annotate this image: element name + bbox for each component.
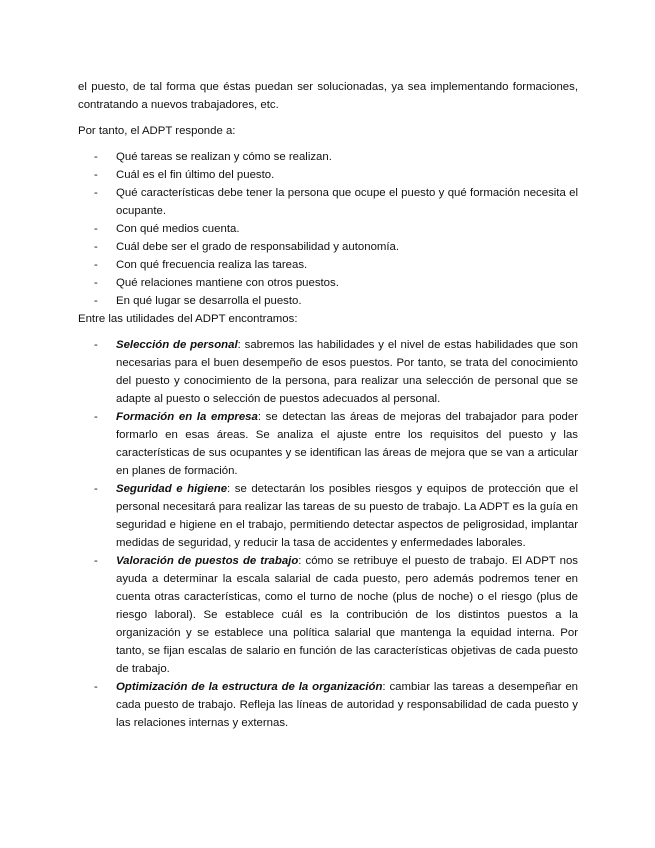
list-bullet: -: [94, 187, 98, 199]
list-item: [78, 220, 578, 238]
list-item: [78, 292, 578, 310]
list-bullet: -: [94, 681, 98, 693]
list-item-text: Qué tareas se realizan y cómo se realizan.: [116, 151, 332, 163]
intro-paragraph: el puesto, de tal forma que éstas puedan ser solucionadas, ya sea implementando formaciones, contratando a nuevos trabajadores, etc.: [78, 81, 578, 111]
list-bullet: -: [94, 241, 98, 253]
adpt-questions-list: [78, 148, 578, 310]
utility-description: : se detectan las áreas de mejoras del trabajador para poder formarlo en esas áreas. Se analiza el ajuste entre los requisitos del puesto y las características de sus ocupantes y se identifican las áreas de mejora que se van a articular en planes de formación.: [116, 411, 578, 477]
list-bullet: -: [94, 555, 98, 567]
utility-description: : se detectarán los posibles riesgos y equipos de protección que el personal necesitará para realizar las tareas de su puesto de trabajo. La ADPT es la guía en seguridad e higiene en el trabajo, permitiendo detectar aspectos de peligrosidad, implantar medidas de seguridad, y reducir la tasa de accidentes y enfermedades laborales.: [116, 483, 578, 549]
list-item: [78, 148, 578, 166]
utility-item-seguridad: [78, 480, 578, 552]
list-item: [78, 274, 578, 292]
utility-term: Formación en la empresa: [116, 411, 258, 423]
document-page: [78, 78, 578, 732]
list-item-text: Qué relaciones mantiene con otros puestos.: [116, 277, 339, 289]
list-item: [78, 184, 578, 220]
list-item-text: Con qué medios cuenta.: [116, 223, 240, 235]
list-bullet: -: [94, 169, 98, 181]
list-bullet: -: [94, 295, 98, 307]
utility-term: Seguridad e higiene: [116, 483, 228, 495]
list-bullet: -: [94, 277, 98, 289]
adpt-questions-lead: Por tanto, el ADPT responde a:: [78, 125, 236, 137]
utility-item-seleccion: [78, 336, 578, 408]
adpt-utilities-list: [78, 336, 578, 732]
list-item-text: Con qué frecuencia realiza las tareas.: [116, 259, 308, 271]
list-bullet: -: [94, 259, 98, 271]
list-item: [78, 166, 578, 184]
list-bullet: -: [94, 411, 98, 423]
list-item-text: En qué lugar se desarrolla el puesto.: [116, 295, 302, 307]
list-bullet: -: [94, 483, 98, 495]
utility-item-valoracion: [78, 552, 578, 678]
list-bullet: -: [94, 151, 98, 163]
utility-description: : cambiar las tareas a desempeñar en cada puesto de trabajo. Refleja las líneas de autoridad y responsabilidad de cada puesto y las relaciones internas y externas.: [116, 681, 578, 729]
list-item: [78, 238, 578, 256]
utility-item-optimizacion: [78, 678, 578, 732]
utility-term: Valoración de puestos de trabajo: [116, 555, 299, 567]
adpt-utilities-lead: Entre las utilidades del ADPT encontramos:: [78, 313, 298, 325]
utility-term: Optimización de la estructura de la organización: [116, 681, 383, 693]
list-item-text: Cuál debe ser el grado de responsabilidad y autonomía.: [116, 241, 400, 253]
utility-item-formacion: [78, 408, 578, 480]
list-item-text: Cuál es el fin último del puesto.: [116, 169, 275, 181]
utility-term: Selección de personal: [116, 339, 238, 351]
list-bullet: -: [94, 223, 98, 235]
list-bullet: -: [94, 339, 98, 351]
list-item: [78, 256, 578, 274]
utility-description: : cómo se retribuye el puesto de trabajo. El ADPT nos ayuda a determinar la escala salarial de cada puesto, pero además podremos tener en cuenta otras características, como el turno de noche (plus de noche) o el riesgo (plus de riesgo laboral). Se establece cuál es la contribución de los distintos puestos a la organización y se establece una política salarial que mantenga la equidad interna. Por tanto, se fijan escalas de salario en función de las características objetivas de cada puesto de trabajo.: [116, 555, 578, 675]
list-item-text: Qué características debe tener la persona que ocupe el puesto y qué formación necesita el ocupante.: [116, 187, 578, 217]
utility-description: : sabremos las habilidades y el nivel de estas habilidades que son necesarias para el buen desempeño de esos puestos. Por tanto, se trata del conocimiento del puesto y conocimiento de la persona, para realizar una selección de personal que se adapte al puesto o selección de puestos adecuados al personal.: [116, 339, 579, 405]
